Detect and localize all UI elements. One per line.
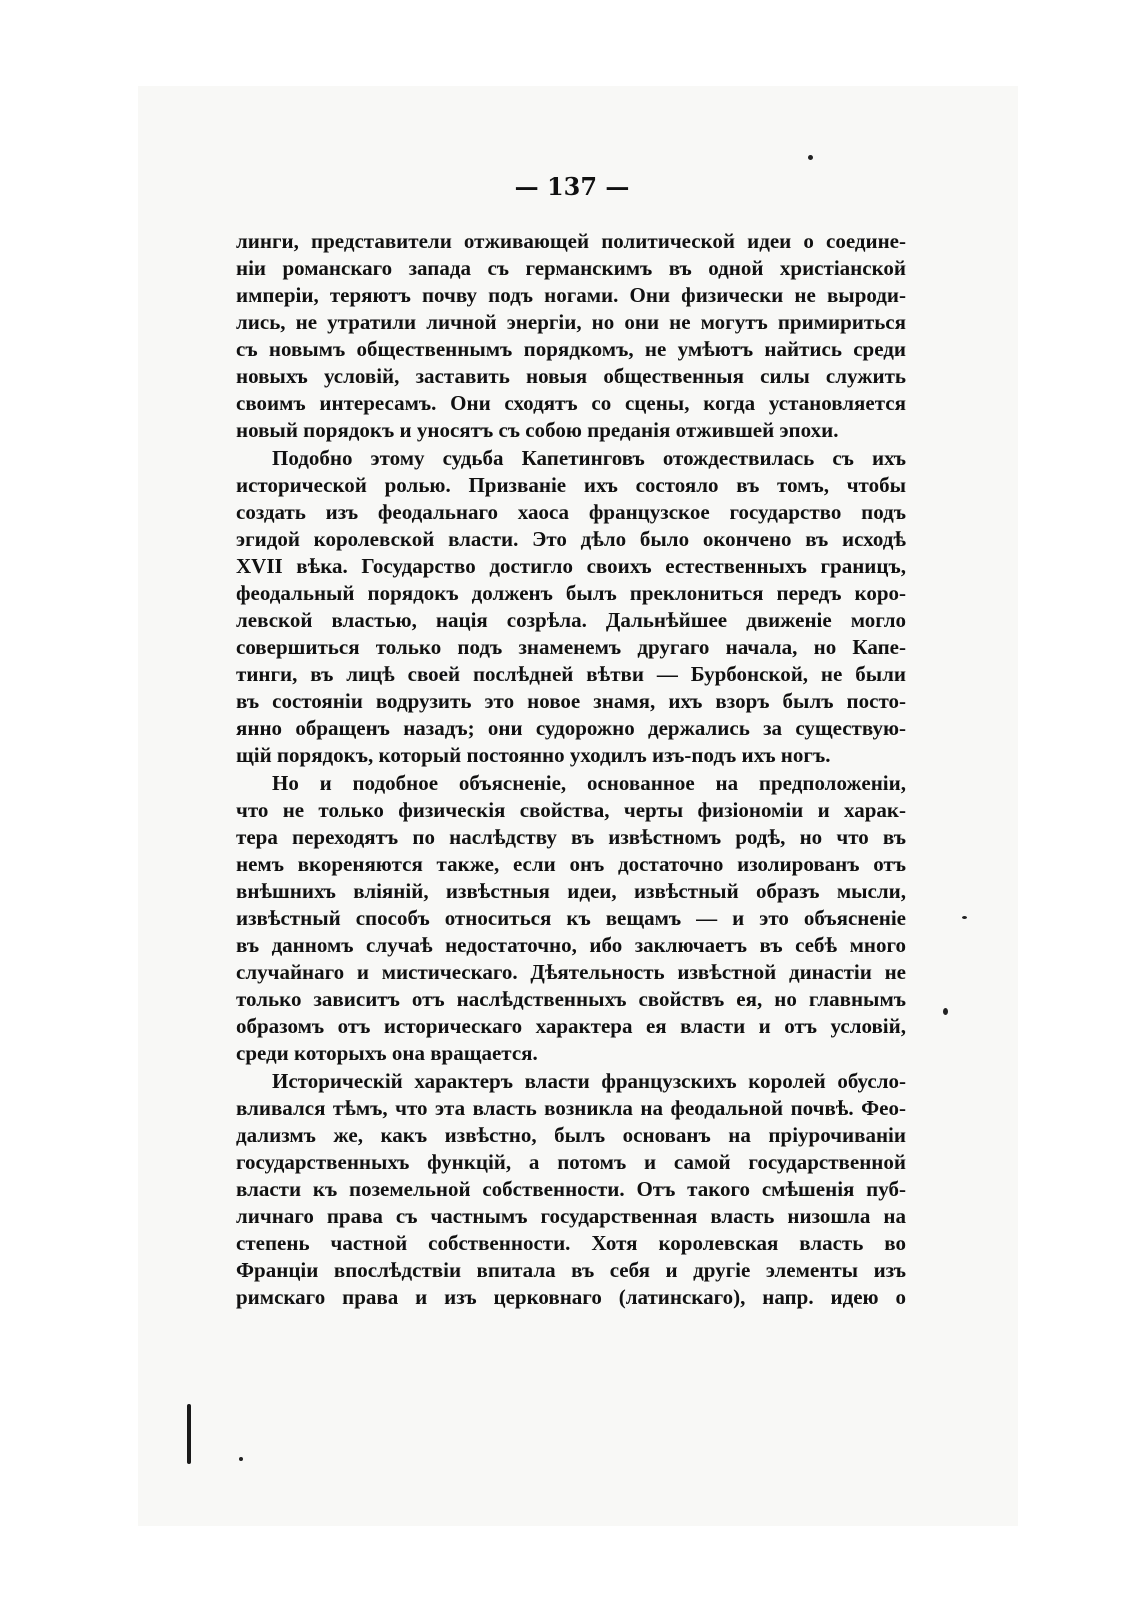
text-line: что не только физическія свойства, черты физіономіи и харак- (236, 798, 906, 822)
text-line: государственныхъ функцій, а потомъ и самой государственной (236, 1150, 906, 1174)
text-line: извѣстный способъ относиться къ вещамъ — и это объясненіе (236, 906, 906, 930)
page-number: — 137 — (514, 172, 630, 201)
ink-speck (239, 1457, 243, 1461)
text-line: исторической ролью. Призваніе ихъ состояло въ томъ, чтобы (236, 473, 906, 497)
paragraph-first-line: Подобно этому судьба Капетинговъ отождествилась съ ихъ (272, 446, 906, 470)
text-line: своимъ интересамъ. Они сходятъ со сцены, когда установляется (236, 391, 906, 415)
text-line: съ новымъ общественнымъ порядкомъ, не умѣютъ найтись среди (236, 337, 906, 361)
text-line: тера переходятъ по наслѣдству въ извѣстномъ родѣ, но что въ (236, 825, 906, 849)
text-line: новыхъ условій, заставить новыя общественныя силы служить (236, 364, 906, 388)
text-line: дализмъ же, какъ извѣстно, былъ основанъ на пріурочиваніи (236, 1123, 906, 1147)
text-line: левской властью, нація созрѣла. Дальнѣйшее движеніе могло (236, 608, 906, 632)
ink-speck (943, 1008, 948, 1015)
ink-speck (808, 155, 813, 160)
text-line: степень частной собственности. Хотя королевская власть во (236, 1231, 906, 1255)
text-line: римскаго права и изъ церковнаго (латинскаго), напр. идею о (236, 1285, 906, 1309)
text-line: линги, представители отживающей политической идеи о соедине- (236, 229, 906, 253)
text-line: создать изъ феодальнаго хаоса французское государство подъ (236, 500, 906, 524)
text-line: феодальный порядокъ долженъ былъ преклониться передъ коро- (236, 581, 906, 605)
paragraph-first-line: Но и подобное объясненіе, основанное на предположеніи, (272, 771, 906, 795)
text-line: только зависитъ отъ наслѣдственныхъ свойствъ ея, но главнымъ (236, 987, 906, 1011)
text-line: въ состояніи водрузить это новое знамя, ихъ взоръ былъ посто- (236, 689, 906, 713)
text-line: вливался тѣмъ, что эта власть возникла на феодальной почвѣ. Фео- (236, 1096, 906, 1120)
text-line: личнаго права съ частнымъ государственная власть низошла на (236, 1204, 906, 1228)
text-line: среди которыхъ она вращается. (236, 1041, 538, 1065)
text-line: XVII вѣка. Государство достигло своихъ естественныхъ границъ, (236, 554, 906, 578)
binding-edge-mark (187, 1404, 191, 1464)
paragraph-first-line: Историческій характеръ власти французскихъ королей обусло- (272, 1069, 906, 1093)
text-line: случайнаго и мистическаго. Дѣятельность извѣстной династіи не (236, 960, 906, 984)
text-line: лись, не утратили личной энергіи, но они не могутъ примириться (236, 310, 906, 334)
text-line: образомъ отъ историческаго характера ея власти и отъ условій, (236, 1014, 906, 1038)
text-line: щій порядокъ, который постоянно уходилъ изъ-подъ ихъ ногъ. (236, 743, 831, 767)
text-line: тинги, въ лицѣ своей послѣдней вѣтви — Бурбонской, не были (236, 662, 906, 686)
text-line: Франціи впослѣдствіи впитала въ себя и другіе элементы изъ (236, 1258, 906, 1282)
text-line: въ данномъ случаѣ недостаточно, ибо заключаетъ въ себѣ много (236, 933, 906, 957)
text-line: имперіи, теряютъ почву подъ ногами. Они физически не выроди- (236, 283, 906, 307)
ink-speck (962, 916, 967, 919)
text-line: власти къ поземельной собственности. Отъ такого смѣшенія пуб- (236, 1177, 906, 1201)
text-line: эгидой королевской власти. Это дѣло было окончено въ исходѣ (236, 527, 906, 551)
text-line: немъ вкореняются также, если онъ достаточно изолированъ отъ (236, 852, 906, 876)
text-line: янно обращенъ назадъ; они судорожно держались за существую- (236, 716, 906, 740)
text-line: внѣшнихъ вліяній, извѣстныя идеи, извѣстный образъ мысли, (236, 879, 906, 903)
text-line: ніи романскаго запада съ германскимъ въ одной христіанской (236, 256, 906, 280)
text-line: новый порядокъ и уносятъ съ собою преданія отжившей эпохи. (236, 418, 839, 442)
text-line: совершиться только подъ знаменемъ другаго начала, но Капе- (236, 635, 906, 659)
